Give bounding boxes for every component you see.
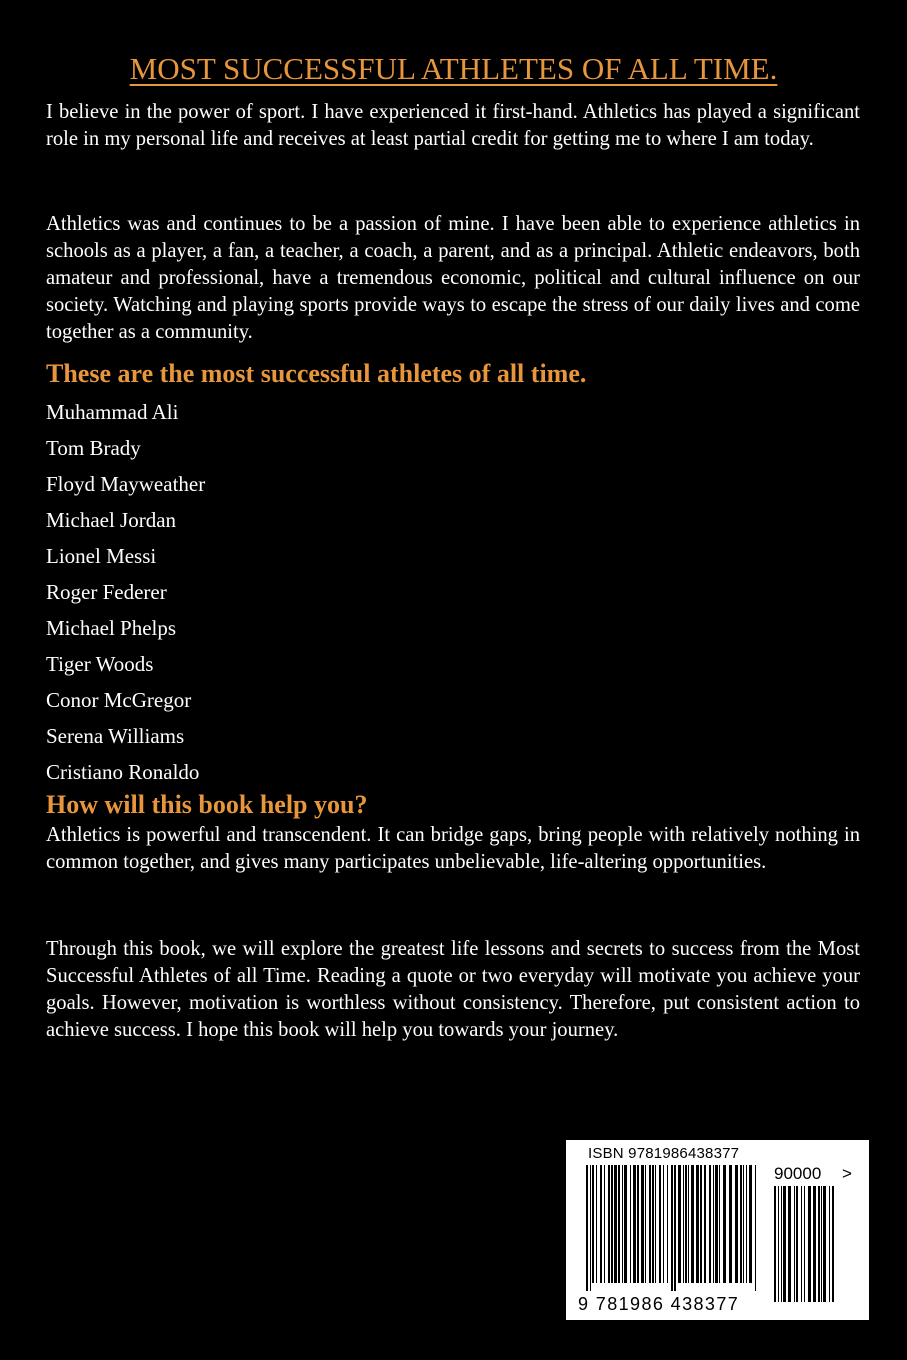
price-code: 90000 bbox=[774, 1164, 822, 1183]
list-item: Roger Federer bbox=[46, 580, 167, 604]
help-paragraph-1: Athletics is powerful and transcendent. It can bridge gaps, bring people with relatively nothing in common together, and gives many participates unbelievable, life-altering opportunities. bbox=[46, 824, 860, 873]
help-heading: How will this book help you? bbox=[46, 790, 368, 819]
list-item: Michael Phelps bbox=[46, 616, 177, 640]
list-item: Conor McGregor bbox=[46, 688, 192, 712]
athletes-heading: These are the most successful athletes of all time. bbox=[46, 359, 587, 388]
price-barcode-graphic bbox=[774, 1186, 836, 1310]
barcode-bars bbox=[586, 1165, 758, 1291]
price-arrow: > bbox=[842, 1164, 852, 1183]
list-item: Muhammad Ali bbox=[46, 400, 179, 424]
price-barcode-bars bbox=[774, 1186, 836, 1310]
isbn-digits: 9 781986 438377 bbox=[578, 1294, 740, 1314]
list-item: Tom Brady bbox=[46, 436, 141, 460]
list-item: Michael Jordan bbox=[46, 508, 177, 532]
help-paragraph-2: Through this book, we will explore the greatest life lessons and secrets to success from the Most Successful Athletes of all Time. Reading a quote or two everyday will motivate you achieve your goals. However, motivation is worthless without consistency. Therefore, put consistent action to achieve success. I hope this book will help you towards your journey. bbox=[46, 938, 860, 1041]
list-item: Cristiano Ronaldo bbox=[46, 760, 200, 784]
page-title: MOST SUCCESSFUL ATHLETES OF ALL TIME. bbox=[129, 51, 778, 86]
isbn-label: ISBN 9781986438377 bbox=[588, 1145, 740, 1162]
isbn-barcode bbox=[566, 1140, 869, 1320]
list-item: Floyd Mayweather bbox=[46, 472, 206, 496]
barcode-graphic bbox=[586, 1165, 758, 1291]
intro-paragraph-1: I believe in the power of sport. I have experienced it first-hand. Athletics has played a significant role in my personal life and receives at least partial credit for getting me to where I am today. bbox=[46, 101, 860, 150]
list-item: Serena Williams bbox=[46, 724, 185, 748]
intro-paragraph-2: Athletics was and continues to be a passion of mine. I have been able to experience athletics in schools as a player, a fan, a teacher, a coach, a parent, and as a principal. Athletic endeavors, both amateur and professional, have a tremendous economic, political and cultural influence on our society. Watching and playing sports provide ways to escape the stress of our daily lives and come together as a community. bbox=[46, 213, 860, 343]
athlete-list bbox=[46, 394, 205, 790]
list-item: Lionel Messi bbox=[46, 544, 157, 568]
list-item: Tiger Woods bbox=[46, 652, 154, 676]
